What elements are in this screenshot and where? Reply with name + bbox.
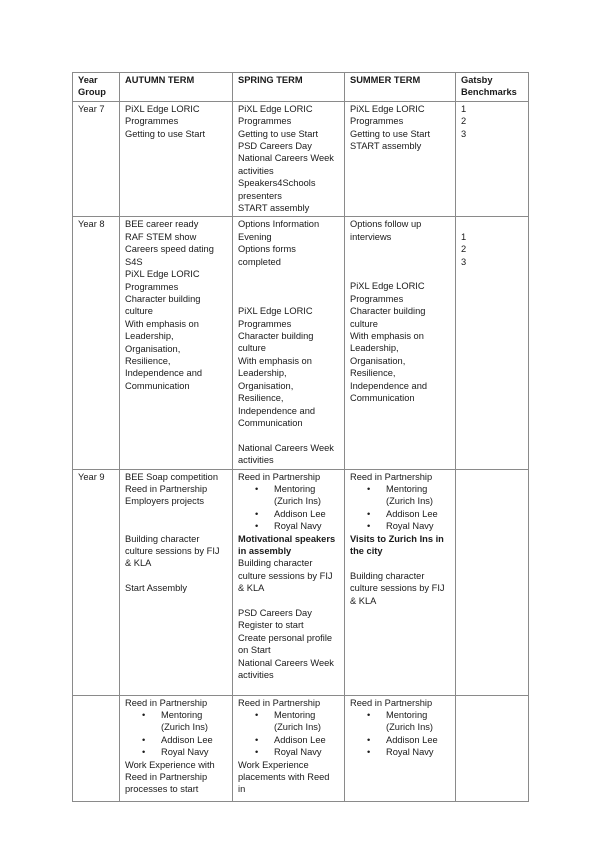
spacer [125,508,227,520]
activity: National Careers Week activities [238,442,334,466]
activity: Options Information Evening [238,219,320,242]
gatsby-cell [456,469,529,695]
list-item-label: Mentoring (Zurich Ins) [274,483,322,507]
activity: BEE career ready [125,219,199,230]
activity: Getting to use Start [125,128,206,139]
activity: Work Experience placements with Reed in [238,759,330,795]
activity: With emphasis on Leadership, [350,331,424,354]
highlight-activity: Visits to Zurich Ins in the city [350,533,444,556]
list-item [350,709,450,734]
spacer [350,243,450,255]
list-item-label: Mentoring (Zurich Ins) [274,709,322,733]
benchmark: 3 [461,256,467,267]
year-label: Year 8 [73,217,120,469]
list-item [238,508,339,520]
activity: Start Assembly [125,583,188,594]
activity: Getting to use Start [350,128,431,139]
list-item-label: Mentoring (Zurich Ins) [161,709,209,733]
activity: RAF STEM show [125,231,197,242]
benchmark: 3 [461,128,467,139]
careers-plan-table [72,72,529,802]
list-item [238,520,339,532]
spring-cell [233,217,345,469]
header-autumn-term: AUTUMN TERM [120,73,233,102]
spacer [238,280,339,292]
list-item-label: Royal Navy [386,521,434,532]
activity: Options forms completed [238,244,296,267]
activity: START assembly [350,141,422,152]
activity: Speakers4Schools presenters [238,178,316,201]
activity: Getting to use Start [238,128,319,139]
activity: PiXL Edge LORIC Programmes [125,103,200,127]
list-item-label: Royal Navy [161,747,209,758]
spacer [125,520,227,532]
activity: Reed in Partnership [350,471,433,482]
activity: Character building culture [125,293,201,317]
header-spring-term: SPRING TERM [233,73,345,102]
header-gatsby-benchmarks: Gatsby Benchmarks [456,73,529,102]
activity: Reed in Partnership [238,471,321,482]
bullet-icon: • [255,483,259,494]
bullet-icon: • [367,483,371,494]
table-row-year-9 [73,469,529,695]
partner-list [350,483,450,533]
gatsby-cell [456,695,529,801]
list-item [125,734,227,746]
spacer [350,256,450,268]
activity: Employers projects [125,496,205,507]
activity: PiXL Edge LORIC Programmes [350,281,425,304]
activity: Independence and Communication [125,368,203,391]
activity: Reed in Partnership [125,483,208,494]
activity: BEE Soap competition [125,471,219,482]
list-item [238,734,339,746]
list-item [350,483,450,508]
highlight-activity: Motivational speakers in assembly [238,533,336,556]
spring-cell [233,695,345,801]
activity: PiXL Edge LORIC Programmes [350,103,425,127]
list-item [238,483,339,508]
activity: Independence and Communication [350,380,428,404]
autumn-cell [120,695,233,801]
activity: Reed in Partnership [238,697,321,708]
list-item [125,746,227,758]
activity: Organisation, Resilience, [125,343,181,366]
autumn-cell [120,469,233,695]
activity: Create personal profile on Start [238,632,333,656]
table-row-year-8 [73,217,529,469]
list-item-label: Addison Lee [274,508,326,519]
header-row [73,73,529,102]
activity: Independence and Communication [238,405,316,428]
activity: Careers speed dating [125,244,214,255]
activity: Options follow up interviews [350,219,422,242]
summer-cell [345,695,456,801]
partner-list [238,709,339,759]
autumn-cell [120,217,233,469]
benchmark: 2 [461,244,467,255]
bullet-icon: • [255,734,259,745]
header-summer-term: SUMMER TERM [345,73,456,102]
list-item-label: Addison Lee [274,734,326,745]
list-item-label: Addison Lee [386,734,438,745]
activity: Organisation, Resilience, [238,380,294,404]
activity: Character building culture [238,331,314,354]
spacer [238,293,339,305]
list-item-label: Royal Navy [386,747,434,758]
autumn-cell [120,101,233,217]
bullet-icon: • [367,508,371,519]
list-item-label: Mentoring (Zurich Ins) [386,709,434,733]
activity: National Careers Week activities [238,657,334,681]
spacer [238,429,339,441]
table-row-continuation [73,695,529,801]
list-item-label: Mentoring (Zurich Ins) [386,483,434,507]
spacer [350,557,450,569]
activity: Building character culture sessions by FIJ & KLA [125,533,220,569]
list-item [125,709,227,734]
bullet-icon: • [255,521,259,532]
spacer [238,595,339,607]
activity: PiXL Edge LORIC Programmes [238,306,313,329]
activity: With emphasis on Leadership, [125,318,199,342]
spring-cell [233,101,345,217]
bullet-icon: • [367,734,371,745]
bullet-icon: • [255,747,259,758]
benchmark: 1 [461,231,467,242]
partner-list [125,709,227,759]
summer-cell [345,469,456,695]
partner-list [238,483,339,533]
bullet-icon: • [142,747,146,758]
spacer [125,570,227,582]
list-item-label: Royal Navy [274,747,322,758]
summer-cell [345,217,456,469]
benchmark: 2 [461,116,467,127]
gatsby-cell [456,101,529,217]
gatsby-cell [456,217,529,469]
list-item-label: Royal Navy [274,521,322,532]
year-label [73,695,120,801]
activity: Register to start [238,620,304,631]
activity: PSD Careers Day [238,141,312,152]
activity: Reed in Partnership [350,697,433,708]
bullet-icon: • [367,521,371,532]
list-item [350,734,450,746]
bullet-icon: • [142,734,146,745]
list-item [350,746,450,758]
activity: Reed in Partnership [125,697,208,708]
list-item [350,508,450,520]
list-item [350,520,450,532]
year-label: Year 7 [73,101,120,217]
activity: Building character culture sessions by FIJ & KLA [350,570,445,606]
activity: Character building culture [350,306,426,329]
bullet-icon: • [367,747,371,758]
bullet-icon: • [255,508,259,519]
activity: PiXL Edge LORIC Programmes [125,269,200,292]
activity: PiXL Edge LORIC Programmes [238,103,313,127]
list-item [238,709,339,734]
summer-cell [345,101,456,217]
activity: National Careers Week activities [238,153,334,176]
activity: S4S [125,256,143,267]
benchmark: 1 [461,103,467,114]
bullet-icon: • [142,709,146,720]
table-row-year-7 [73,101,529,217]
activity: PSD Careers Day [238,607,312,618]
list-item [238,746,339,758]
spacer [461,218,523,230]
activity: Work Experience with Reed in Partnership processes to start [125,759,215,795]
header-year-group: Year Group [73,73,120,102]
partner-list [350,709,450,759]
activity: With emphasis on Leadership, [238,355,312,379]
list-item-label: Addison Lee [161,734,213,745]
bullet-icon: • [255,709,259,720]
activity: Building character culture sessions by FIJ & KLA [238,558,333,594]
activity: Organisation, Resilience, [350,355,406,379]
year-label: Year 9 [73,469,120,695]
bullet-icon: • [367,709,371,720]
list-item-label: Addison Lee [386,508,438,519]
activity: START assembly [238,203,310,214]
spacer [350,268,450,280]
spacer [238,268,339,280]
spring-cell [233,469,345,695]
